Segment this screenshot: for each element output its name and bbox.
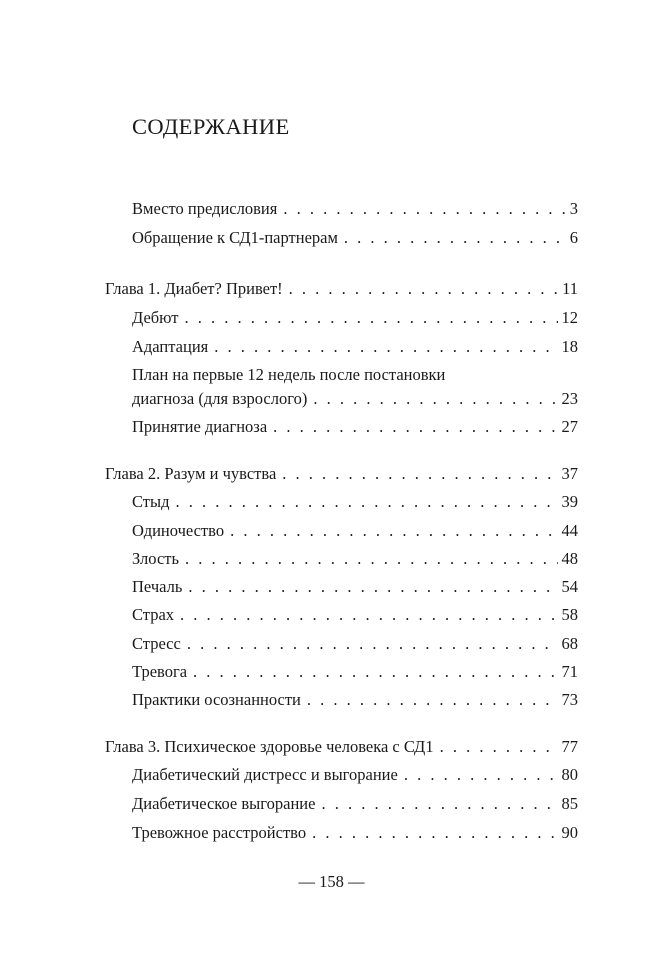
toc-leader-dots — [193, 659, 557, 685]
toc-leader-dots — [180, 602, 557, 628]
toc-entry — [132, 518, 578, 544]
toc-chapter — [105, 461, 578, 487]
toc-page-number: 85 — [561, 794, 578, 813]
toc-entry-title: Злость — [132, 549, 180, 568]
toc-chapter-title: Глава 2. Разум и чувства — [105, 464, 277, 483]
toc-entry-title: Одиночество — [132, 521, 225, 540]
toc-page-number: 68 — [561, 634, 578, 653]
toc-chapter-title: Глава 1. Диабет? Привет! — [105, 279, 283, 298]
toc-leader-dots — [344, 225, 566, 251]
toc-leader-dots — [175, 489, 557, 515]
toc-entry — [132, 631, 578, 657]
toc-page-number: 90 — [561, 823, 578, 842]
toc-page-number: 54 — [561, 577, 578, 596]
toc-entry — [132, 791, 578, 817]
toc-leader-dots — [404, 762, 558, 788]
toc-entry — [132, 602, 578, 628]
toc-entry — [132, 762, 578, 788]
toc-entry — [132, 196, 578, 222]
toc-page-number: 18 — [561, 337, 578, 356]
toc-leader-dots — [188, 574, 557, 600]
toc-entry — [132, 414, 578, 440]
toc-entry-title: Диабетический дистресс и выгорание — [132, 765, 398, 784]
toc-entry — [132, 305, 578, 331]
toc-page-number: 11 — [562, 279, 578, 298]
toc-page-number: 73 — [561, 690, 578, 709]
toc-page-number: 23 — [561, 389, 578, 408]
toc-chapter-title: Глава 3. Психическое здоровье человека с СД1 — [105, 737, 434, 756]
toc-leader-dots — [313, 386, 557, 412]
toc-entry-title: Принятие диагноза — [132, 417, 268, 436]
toc-page-number: 58 — [561, 605, 578, 624]
toc-entry-title: Дебют — [132, 308, 179, 327]
toc-entry-title: Обращение к СД1-партнерам — [132, 228, 338, 247]
toc-entry-title: Диабетическое выгорание — [132, 794, 316, 813]
toc-entry-title: Печаль — [132, 577, 183, 596]
toc-leader-dots — [185, 546, 557, 572]
toc-page-number: 77 — [561, 737, 578, 756]
toc-leader-dots — [289, 276, 558, 302]
toc-leader-dots — [187, 631, 558, 657]
toc-entry — [132, 659, 578, 685]
toc-leader-dots — [185, 305, 558, 331]
toc-page-number: 39 — [561, 492, 578, 511]
toc-entry — [132, 386, 578, 412]
toc-page-number: 80 — [561, 765, 578, 784]
toc-entry — [132, 334, 578, 360]
toc-page-number: 6 — [569, 228, 578, 247]
toc-leader-dots — [282, 461, 557, 487]
toc-entry — [132, 546, 578, 572]
toc-chapter — [105, 276, 578, 302]
toc-entry — [132, 489, 578, 515]
page-number: — 158 — — [298, 872, 365, 891]
toc-page-number: 37 — [561, 464, 578, 483]
toc-entry-title: Тревога — [132, 662, 188, 681]
toc-page-number: 27 — [561, 417, 578, 436]
toc-entry-title: Страх — [132, 605, 175, 624]
toc-entry-title: Вместо предисловия — [132, 199, 278, 218]
toc-leader-dots — [307, 687, 558, 713]
toc-leader-dots — [230, 518, 557, 544]
toc-entry-title-line1: План на первые 12 недель после постановки — [132, 365, 446, 384]
toc-entry-title-line2: диагноза (для взрослого) — [132, 389, 308, 408]
toc-leader-dots — [321, 791, 557, 817]
toc-leader-dots — [273, 414, 557, 440]
toc-entry — [132, 225, 578, 251]
toc-entry-title: Стыд — [132, 492, 170, 511]
toc-page-number: 3 — [569, 199, 578, 218]
toc-page-number: 12 — [561, 308, 578, 327]
toc-entry — [132, 820, 578, 846]
toc-leader-dots — [214, 334, 557, 360]
toc-entry — [132, 574, 578, 600]
toc-entry-title: Практики осознанности — [132, 690, 301, 709]
toc-page-number: 48 — [561, 549, 578, 568]
toc-leader-dots — [312, 820, 557, 846]
toc-entry-title: Адаптация — [132, 337, 209, 356]
toc-leader-dots — [440, 734, 558, 760]
toc-page-number: 71 — [561, 662, 578, 681]
toc-entry-title: Тревожное расстройство — [132, 823, 307, 842]
toc-chapter — [105, 734, 578, 760]
toc-page-number: 44 — [561, 521, 578, 540]
page-title: СОДЕРЖАНИЕ — [132, 114, 290, 139]
toc-entry — [132, 687, 578, 713]
toc-leader-dots — [283, 196, 565, 222]
toc-entry-title: Стресс — [132, 634, 181, 653]
